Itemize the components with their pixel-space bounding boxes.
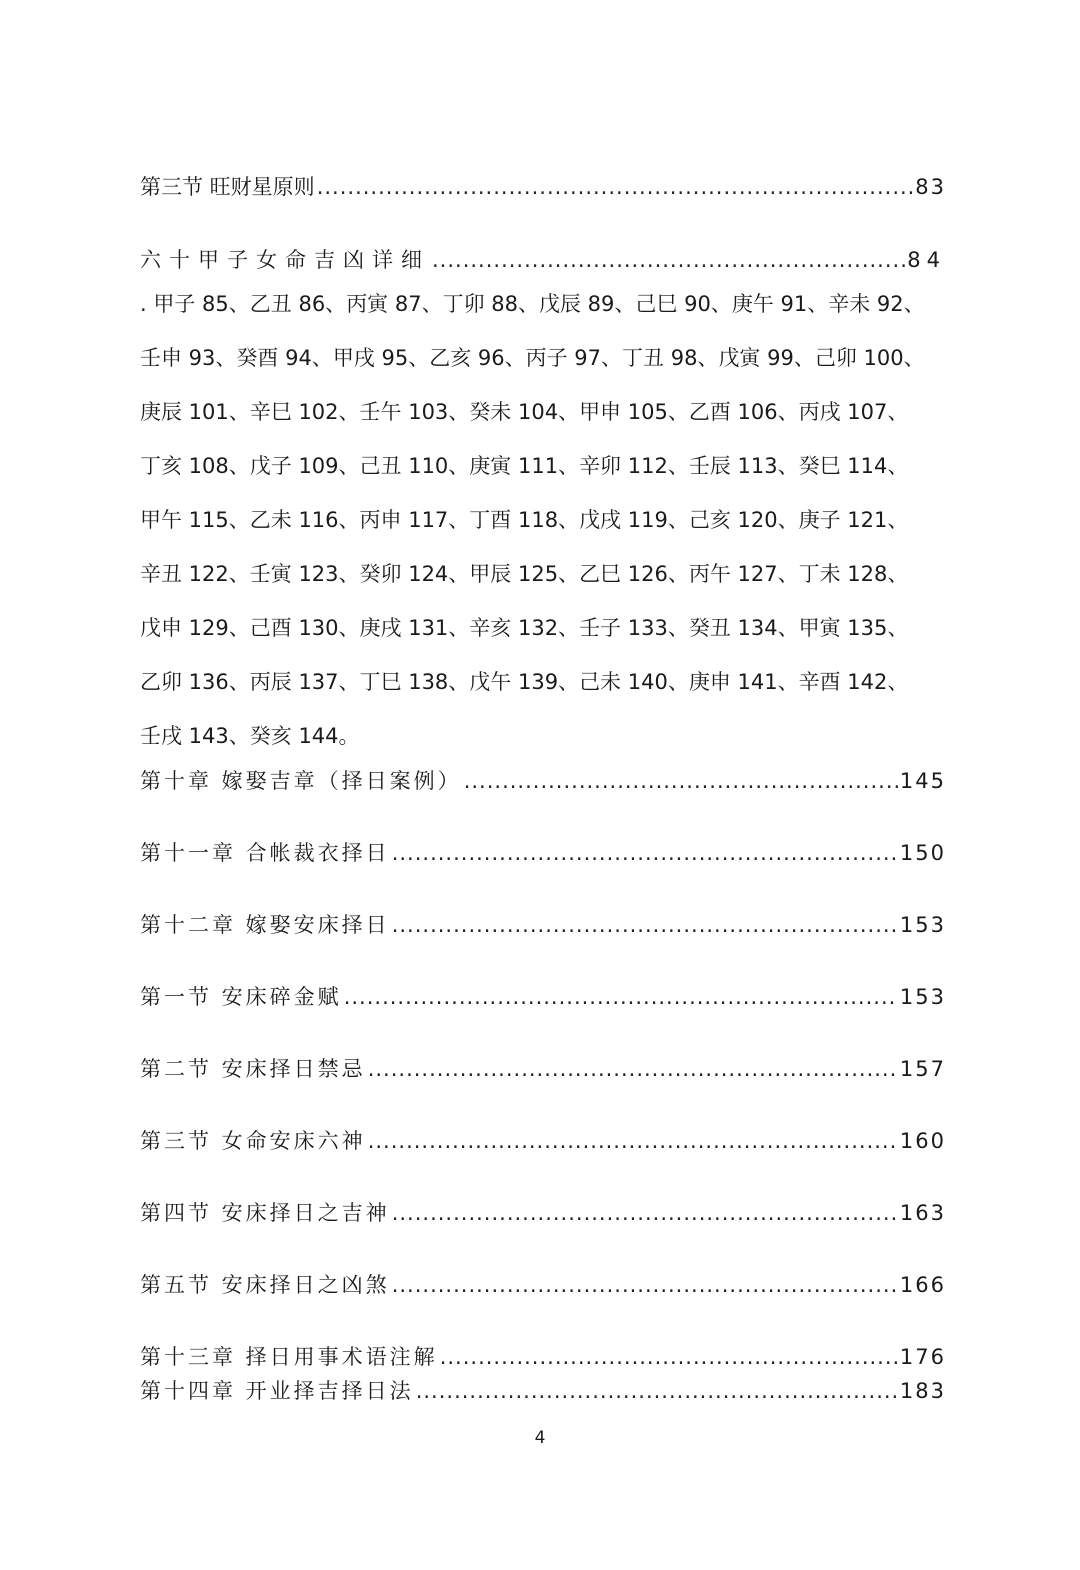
toc-entry bbox=[140, 1342, 946, 1372]
entries-lead-dot: . bbox=[140, 292, 147, 316]
jiazi-entry: 甲子 85、 bbox=[153, 292, 250, 316]
jiazi-entry: 丙子 97、 bbox=[525, 346, 623, 370]
jiazi-entry: 庚子 121、 bbox=[798, 508, 909, 532]
jiazi-entry: 庚寅 111、 bbox=[469, 454, 580, 478]
jiazi-entry: 丁丑 98、 bbox=[622, 346, 719, 370]
jiazi-entry: 壬午 103、 bbox=[359, 400, 470, 424]
toc-entry-page: 157 bbox=[899, 1057, 946, 1081]
jiazi-entry: 壬辰 113、 bbox=[688, 454, 799, 478]
toc-entry bbox=[140, 1126, 946, 1156]
page-number: 4 bbox=[534, 1428, 546, 1448]
jiazi-entry: 癸丑 134、 bbox=[688, 616, 799, 640]
jiazi-entry: 乙卯 136、 bbox=[140, 670, 250, 694]
jiazi-entry: 庚戌 131、 bbox=[359, 616, 470, 640]
jiazi-entry: 辛巳 102、 bbox=[249, 400, 360, 424]
toc-entry-page: 160 bbox=[899, 1129, 946, 1153]
jiazi-entry: 甲申 105、 bbox=[579, 400, 689, 424]
toc-entry-title: 第十二章 嫁娶安床择日 bbox=[140, 913, 390, 937]
toc-entry-page: 153 bbox=[899, 985, 946, 1009]
jiazi-entry: 庚申 141、 bbox=[688, 670, 799, 694]
toc-leader-dots bbox=[392, 1198, 898, 1228]
toc-entry bbox=[140, 838, 946, 868]
jiazi-entry: 丙辰 137、 bbox=[249, 670, 360, 694]
jiazi-entry: 己巳 90、 bbox=[635, 292, 732, 316]
toc-leader-dots bbox=[392, 910, 898, 940]
jiazi-entry: 壬寅 123、 bbox=[249, 562, 360, 586]
jiazi-entry: 乙亥 96、 bbox=[429, 346, 526, 370]
jiazi-entry: 丁未 128、 bbox=[798, 562, 909, 586]
toc-entry-title: 第三节 旺财星原则 bbox=[140, 175, 315, 199]
jiazi-entry: 丁卯 88、 bbox=[442, 292, 539, 316]
toc-leader-dots bbox=[416, 1376, 898, 1406]
toc-entry-title: 第一节 安床碎金赋 bbox=[140, 985, 342, 1009]
jiazi-entry: 庚辰 101、 bbox=[140, 400, 250, 424]
toc-entry-page: 150 bbox=[899, 841, 946, 865]
jiazi-entry: 己卯 100、 bbox=[814, 346, 925, 370]
toc-entry-title: 第十三章 择日用事术语注解 bbox=[140, 1345, 438, 1369]
jiazi-entry: 壬子 133、 bbox=[579, 616, 689, 640]
toc-entry-page: 83 bbox=[915, 175, 946, 199]
toc-entry-title: 第二节 安床择日禁忌 bbox=[140, 1057, 366, 1081]
toc-entry bbox=[140, 1198, 946, 1228]
toc-entry-title: 第五节 安床择日之凶煞 bbox=[140, 1273, 390, 1297]
toc-entry-page: 153 bbox=[899, 913, 946, 937]
jiazi-entry: 辛未 92、 bbox=[828, 292, 925, 316]
jiazi-entry: 丙寅 87、 bbox=[346, 292, 443, 316]
jiazi-entry: 乙丑 86、 bbox=[249, 292, 347, 316]
toc-entry bbox=[140, 982, 946, 1012]
jiazi-entry: 丁巳 138、 bbox=[359, 670, 470, 694]
jiazi-entry: 乙酉 106、 bbox=[688, 400, 799, 424]
jiazi-entry: 己亥 120、 bbox=[688, 508, 799, 532]
toc-entry bbox=[140, 1270, 946, 1300]
jiazi-entry: 戊辰 89、 bbox=[539, 292, 636, 316]
jiazi-entry: 乙未 116、 bbox=[249, 508, 360, 532]
jiazi-entry: 丁亥 108、 bbox=[140, 454, 250, 478]
toc-entry-title: 第十章 嫁娶吉章（择日案例） bbox=[140, 769, 462, 793]
jiazi-entry: 丙戌 107、 bbox=[798, 400, 909, 424]
jiazi-entry: 壬戌 143、 bbox=[140, 724, 250, 748]
jiazi-entry: 癸亥 144。 bbox=[249, 724, 360, 748]
toc-entry bbox=[140, 172, 946, 202]
jiazi-entry: 丙午 127、 bbox=[688, 562, 799, 586]
toc-entry bbox=[140, 245, 946, 275]
toc-entry bbox=[140, 1376, 946, 1406]
jiazi-entry: 甲午 115、 bbox=[140, 508, 250, 532]
toc-leader-dots bbox=[392, 838, 898, 868]
jiazi-entry: 辛酉 142、 bbox=[798, 670, 909, 694]
jiazi-entry: 戊午 139、 bbox=[469, 670, 580, 694]
toc-entry bbox=[140, 766, 946, 796]
toc-entry-title: 第四节 安床择日之吉神 bbox=[140, 1201, 390, 1225]
toc-entry-title: 第十一章 合帐裁衣择日 bbox=[140, 841, 390, 865]
toc-leader-dots bbox=[440, 1342, 898, 1372]
toc-entry-page: 183 bbox=[899, 1379, 946, 1403]
jiazi-entry: 戊申 129、 bbox=[140, 616, 250, 640]
jiazi-entry: 己酉 130、 bbox=[249, 616, 360, 640]
toc-entry-page: 166 bbox=[899, 1273, 946, 1297]
jiazi-entries-paragraph bbox=[140, 277, 955, 763]
jiazi-entry: 丙申 117、 bbox=[359, 508, 470, 532]
toc-entry-page: 145 bbox=[899, 769, 946, 793]
jiazi-entry: 戊寅 99、 bbox=[718, 346, 815, 370]
jiazi-entry: 癸酉 94、 bbox=[236, 346, 333, 370]
jiazi-entry: 己丑 110、 bbox=[359, 454, 470, 478]
toc-entry-page: 84 bbox=[907, 248, 946, 272]
toc-leader-dots bbox=[432, 245, 905, 275]
jiazi-entry: 辛亥 132、 bbox=[469, 616, 580, 640]
toc-leader-dots bbox=[392, 1270, 898, 1300]
toc-leader-dots bbox=[368, 1054, 898, 1084]
toc-leader-dots bbox=[344, 982, 898, 1012]
jiazi-entry: 癸未 104、 bbox=[469, 400, 580, 424]
jiazi-entry: 癸巳 114、 bbox=[798, 454, 909, 478]
jiazi-entry: 甲寅 135、 bbox=[798, 616, 909, 640]
jiazi-entry: 戊子 109、 bbox=[249, 454, 360, 478]
jiazi-entry: 丁酉 118、 bbox=[469, 508, 580, 532]
toc-leader-dots bbox=[317, 172, 914, 202]
jiazi-entry: 甲戌 95、 bbox=[332, 346, 430, 370]
toc-entry bbox=[140, 1054, 946, 1084]
jiazi-entry: 乙巳 126、 bbox=[579, 562, 689, 586]
toc-entry bbox=[140, 910, 946, 940]
toc-entry-page: 176 bbox=[899, 1345, 946, 1369]
toc-entry-title: 第十四章 开业择吉择日法 bbox=[140, 1379, 414, 1403]
jiazi-entry: 辛丑 122、 bbox=[140, 562, 250, 586]
jiazi-entry: 癸卯 124、 bbox=[359, 562, 470, 586]
toc-entry-title: 六十甲子女命吉凶详细 bbox=[140, 248, 430, 272]
toc-leader-dots bbox=[464, 766, 898, 796]
jiazi-entry: 辛卯 112、 bbox=[579, 454, 689, 478]
toc-entry-title: 第三节 女命安床六神 bbox=[140, 1129, 366, 1153]
jiazi-entry: 壬申 93、 bbox=[140, 346, 237, 370]
toc-leader-dots bbox=[368, 1126, 898, 1156]
jiazi-entry: 庚午 91、 bbox=[731, 292, 829, 316]
jiazi-entry: 戊戌 119、 bbox=[579, 508, 689, 532]
jiazi-entry: 己未 140、 bbox=[579, 670, 689, 694]
jiazi-entry: 甲辰 125、 bbox=[469, 562, 580, 586]
toc-entry-page: 163 bbox=[899, 1201, 946, 1225]
